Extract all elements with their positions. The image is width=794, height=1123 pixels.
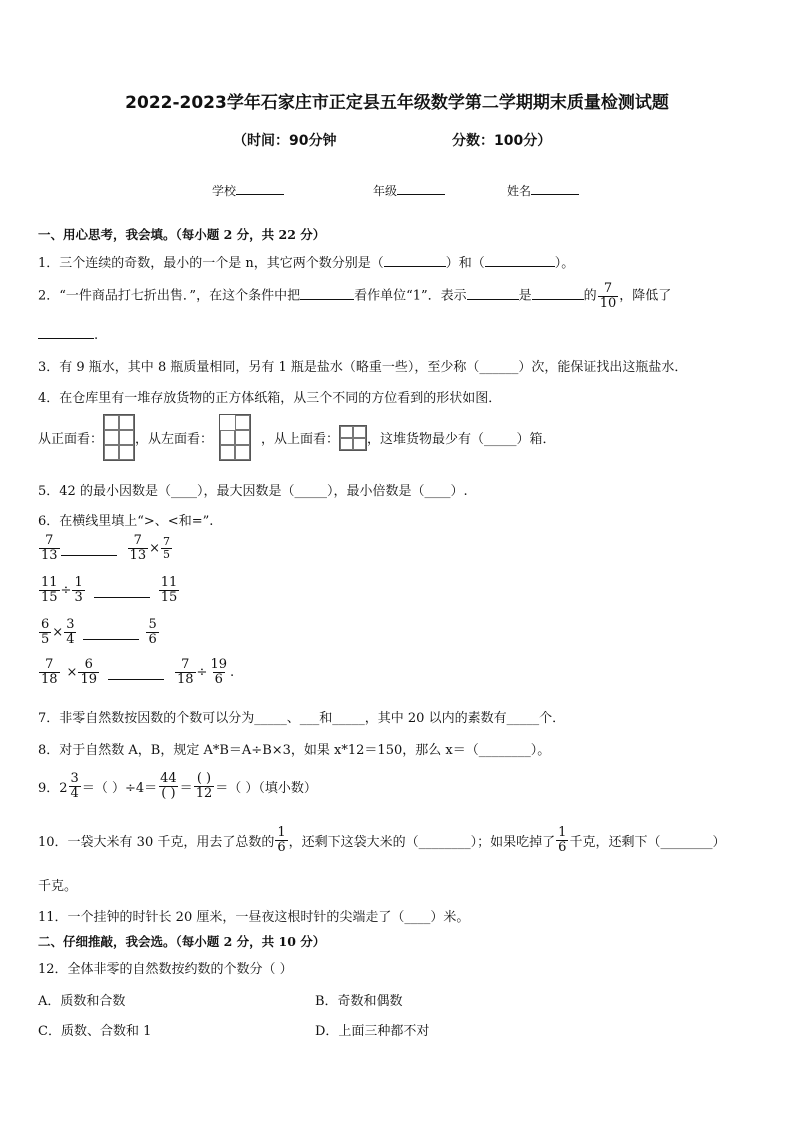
q6-r1-blank[interactable] xyxy=(61,555,117,556)
q6-r1-frac-b: $\frac{7}{13}$ xyxy=(129,533,147,563)
question-1 xyxy=(38,252,574,271)
q1-text-a: 1．三个连续的奇数，最小的一个是 n，其它两个数分别是（ xyxy=(38,256,384,271)
q10-text-a: 10．一袋大米有 30 千克，用去了总数的 xyxy=(38,834,275,850)
q6-r1-op: × xyxy=(149,540,160,556)
q2-blank-4[interactable] xyxy=(38,326,94,339)
q9-text-b: ＝（ ）÷4＝ xyxy=(81,780,158,796)
q2-blank-3[interactable] xyxy=(532,287,584,300)
q6-r2-frac-c: $\frac{11}{15}$ xyxy=(160,575,178,605)
left-view-figure xyxy=(219,414,251,461)
q6-r2-blank[interactable] xyxy=(94,597,150,598)
q6-row-4 xyxy=(38,658,234,686)
q2-text-f: . xyxy=(94,328,99,343)
q2-text-b: 看作单位“1”．表示 xyxy=(354,288,467,304)
question-2 xyxy=(38,282,671,310)
q6-r3-frac-b: $\frac{3}{4}$ xyxy=(66,617,75,647)
grade-blank[interactable] xyxy=(397,182,445,195)
q2-text-c: 是 xyxy=(518,288,532,304)
q4-left-label: ，从左面看： xyxy=(135,432,214,447)
question-4: 4．在仓库里有一堆存放货物的正方体纸箱，从三个不同的方位看到的形状如图． xyxy=(38,391,502,406)
q4-top-label: ，从上面看： xyxy=(261,432,340,447)
q6-r2-op: ÷ xyxy=(60,582,72,598)
q2-text-e: ，降低了 xyxy=(619,288,672,304)
top-view-figure xyxy=(339,425,367,451)
q6-r1-frac-c: $\frac{7}{5}$ xyxy=(163,535,170,561)
school-label: 学校 xyxy=(212,184,237,198)
section-2-heading: 二、仔细推敲，我会选。（每小题 2 分，共 10 分） xyxy=(38,934,326,949)
q6-r1-frac-a: $\frac{7}{13}$ xyxy=(41,533,58,563)
question-12: 12．全体非零的自然数按约数的个数分（ ） xyxy=(38,962,293,977)
q6-r2-frac-b: $\frac{1}{3}$ xyxy=(74,575,83,605)
q10-text-c: 千克，还剩下（________） xyxy=(569,834,726,850)
name-blank[interactable] xyxy=(531,182,579,195)
q6-r3-frac-a: $\frac{6}{5}$ xyxy=(41,617,50,647)
q6-r2-frac-a: $\frac{11}{15}$ xyxy=(41,575,58,605)
question-5: 5．42 的最小因数是（____），最大因数是（_____），最小倍数是（____）. xyxy=(38,484,468,499)
q9-text-e: ＝（ ）（填小数） xyxy=(215,780,317,796)
q1-text-b: ）和（ xyxy=(445,256,485,271)
question-11: 11．一个挂钟的时针长 20 厘米，一昼夜这根时针的尖端走了（____）米。 xyxy=(38,910,470,925)
q2-fraction: $\frac{7}{10}$ xyxy=(599,281,617,311)
q6-r4-frac-c: $\frac{7}{18}$ xyxy=(177,657,194,687)
front-view-figure xyxy=(103,414,135,461)
q6-r4-op2: ÷ xyxy=(196,664,208,680)
question-10 xyxy=(38,826,725,854)
question-6: 6．在横线里填上“>、<和=”. xyxy=(38,514,214,529)
q6-r4-frac-b: $\frac{6}{19}$ xyxy=(80,657,97,687)
school-field xyxy=(212,182,284,199)
q9-frac-2: $\frac{44}{( )}$ xyxy=(160,771,177,801)
q1-text-c: ）。 xyxy=(554,256,575,271)
question-9 xyxy=(38,772,317,800)
q6-r3-frac-c: $\frac{5}{6}$ xyxy=(148,617,157,647)
q2-text-a: 2．“一件商品打七折出售．”，在这个条件中把 xyxy=(38,288,301,304)
grade-field xyxy=(373,182,445,199)
q6-r4-frac-a: $\frac{7}{18}$ xyxy=(41,657,58,687)
q6-r3-blank[interactable] xyxy=(83,639,139,640)
name-label: 姓名 xyxy=(507,184,532,198)
question-3: 3．有 9 瓶水，其中 8 瓶质量相同，另有 1 瓶是盐水（略重一些），至少称（______）次，能保证找出这瓶盐水． xyxy=(38,360,688,375)
section-1-heading: 一、用心思考，我会填。（每小题 2 分，共 22 分） xyxy=(38,227,326,242)
q10-frac-1: $\frac{1}{6}$ xyxy=(277,825,286,855)
exam-score: 分数：100分） xyxy=(452,133,552,149)
q10-frac-2: $\frac{1}{6}$ xyxy=(558,825,567,855)
q1-blank-1[interactable] xyxy=(384,254,446,267)
q4-front-label: 从正面看： xyxy=(38,432,104,447)
q2-blank-1[interactable] xyxy=(300,287,354,300)
question-7: 7．非零自然数按因数的个数可以分为_____、___和_____，其中 20 以内的素数有_____个． xyxy=(38,711,566,726)
q9-eq: ＝ xyxy=(179,780,193,796)
exam-time: （时间：90分钟 xyxy=(233,133,337,149)
q6-r4-end: . xyxy=(230,664,235,680)
grade-label: 年级 xyxy=(373,184,398,198)
question-8: 8．对于自然数 A，B，规定 A*B＝A÷B×3，如果 x*12＝150，那么 x＝（________）。 xyxy=(38,743,551,758)
q6-r3-op: × xyxy=(52,624,64,640)
q6-r4-frac-d: $\frac{19}{6}$ xyxy=(210,657,227,687)
q9-frac-3: $\frac{( )}{12}$ xyxy=(195,771,213,801)
q6-r4-blank[interactable] xyxy=(108,679,164,680)
school-blank[interactable] xyxy=(236,182,284,195)
q9-text-a: 9．2 xyxy=(38,780,68,796)
q2-blank-2[interactable] xyxy=(467,287,519,300)
question-2-cont xyxy=(38,326,98,343)
q12-option-c[interactable]: C．质数、合数和 1 xyxy=(38,1024,152,1039)
q4-end-text: ，这堆货物最少有（_____）箱． xyxy=(367,432,556,447)
q1-blank-2[interactable] xyxy=(485,254,555,267)
q6-r4-op: × xyxy=(66,664,78,680)
q2-text-d: 的 xyxy=(583,288,597,304)
q12-option-d[interactable]: D．上面三种都不对 xyxy=(315,1024,430,1039)
q9-frac-1: $\frac{3}{4}$ xyxy=(70,771,79,801)
question-10-cont: 千克。 xyxy=(38,879,78,894)
q6-row-2 xyxy=(38,576,180,604)
q12-option-b[interactable]: B．奇数和偶数 xyxy=(315,994,403,1009)
question-4-views xyxy=(38,414,556,461)
q6-row-3 xyxy=(38,618,160,646)
q6-row-1 xyxy=(38,534,173,562)
q12-option-a[interactable]: A．质数和合数 xyxy=(38,994,126,1009)
name-field xyxy=(507,182,579,199)
page-title: 2022-2023学年石家庄市正定县五年级数学第二学期期末质量检测试题 xyxy=(125,93,669,113)
q10-text-b: ，还剩下这袋大米的（________）；如果吃掉了 xyxy=(288,834,556,850)
